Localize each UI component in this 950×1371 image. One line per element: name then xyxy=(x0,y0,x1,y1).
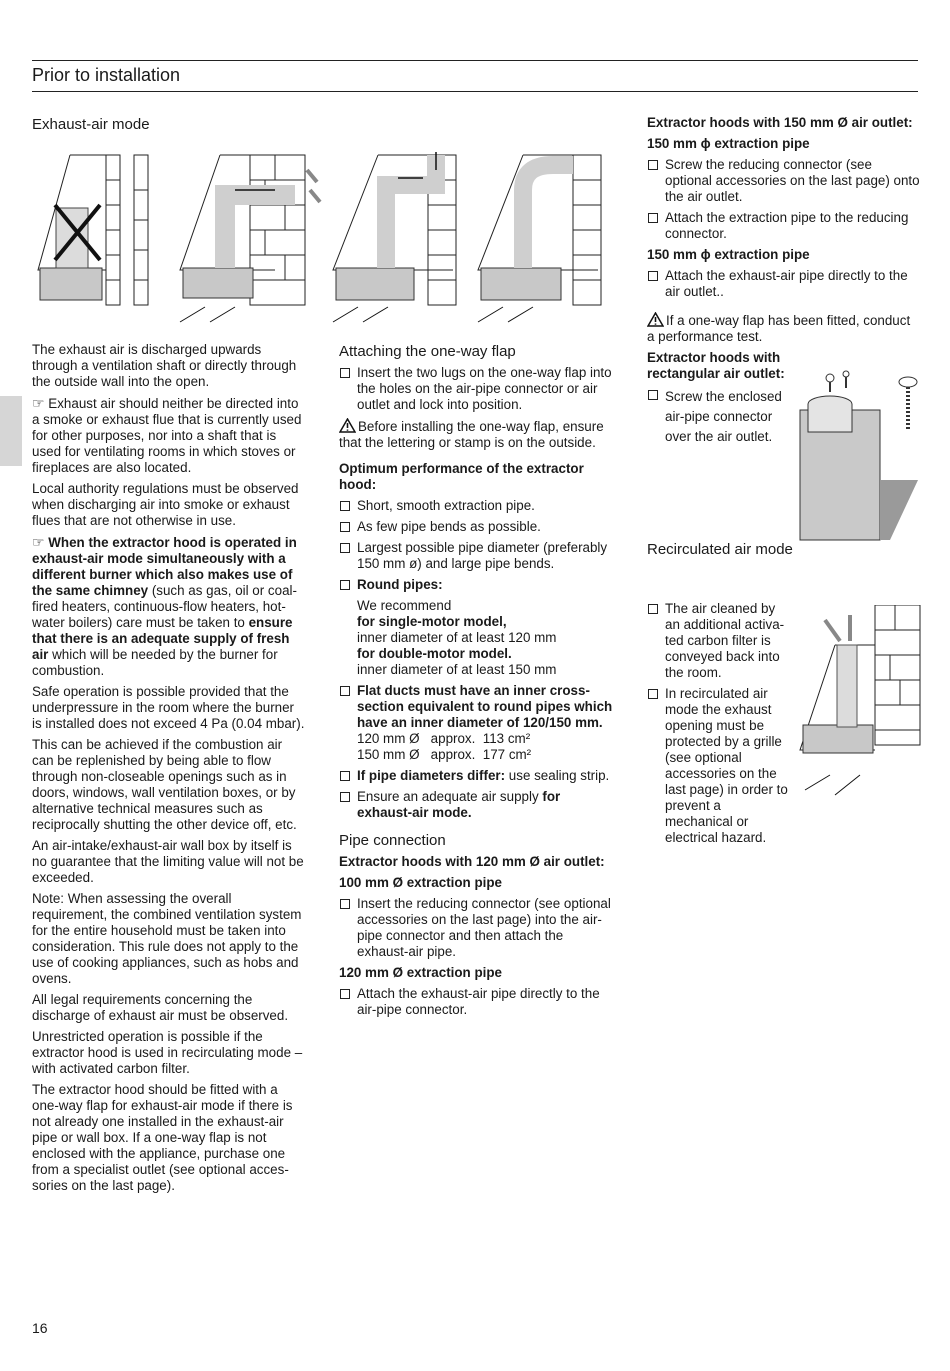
section-title-one-way-flap: Attaching the one-way flap xyxy=(339,343,516,360)
paragraph: ☞ Exhaust air should neither be directed into a smoke or exhaust flue that is currently used for other purposes, nor into a shaft that is used for ventilating rooms in which stoves or fireplaces are also located. xyxy=(32,395,302,475)
list-item: As few pipe bends as possible. xyxy=(339,519,617,535)
paragraph: Note: When assessing the overall requirement, the combined ventilation system for the entire household must be taken into consideration. This rule does not apply to the use of cooking appliances, such as hobs and ovens. xyxy=(32,891,302,986)
hood-illustration-4 xyxy=(473,150,623,330)
list-item: Round pipes: We recommend for single-motor model, inner diameter of at least 120 mm for double-motor model. inner diameter of at least 150 mm xyxy=(339,577,617,678)
list-item: In recirculated air mode the exhaust opening must be protected by a grille (see optional accessories on the last page) in order to prevent a mechanical or electrical hazard. xyxy=(647,686,920,846)
paragraph: ☞ When the extractor hood is operated in exhaust-air mode simultaneously with a different burner which also makes use of the same chimney (such as gas, oil or coal-fired heaters, continuous-flow heaters, hot-water boilers) care must be taken to ensure that there is an adequate supply of fresh air which will be needed by the burner for combustion. xyxy=(32,534,297,678)
list-item: Insert the two lugs on the one-way flap into the holes on the air-pipe connector or air outlet and lock into position. xyxy=(339,365,617,413)
checklist xyxy=(339,896,617,960)
list-item: Attach the exhaust-air pipe directly to the air outlet.. xyxy=(647,268,920,300)
warning-triangle-icon xyxy=(647,312,664,327)
column-left xyxy=(32,342,307,1199)
hood-illustration-2 xyxy=(175,150,325,330)
list-item: Ensure an adequate air supply for exhaust-air mode. xyxy=(339,789,617,821)
subsection-title: 120 mm Ø extraction pipe xyxy=(339,965,502,980)
list-item: Largest possible pipe diameter (preferably 150 mm ø) and large pipe bends. xyxy=(339,540,617,572)
section-title-recirculated-air-mode: Recirculated air mode xyxy=(647,541,793,558)
section-title-exhaust-air-mode: Exhaust-air mode xyxy=(32,116,150,133)
header-rule-bottom xyxy=(32,91,918,92)
list-item: Screw the enclosed air-pipe connector over the air outlet. xyxy=(647,387,782,447)
paragraph: All legal requirements concerning the discharge of exhaust air must be observed. xyxy=(32,992,289,1023)
checklist xyxy=(647,268,920,300)
paragraph: The extractor hood should be fitted with a one-way flap for exhaust-air mode if there is not already one installed in the exhaust-air pipe or wall box. If a one-way flap is not enclosed with the appliance, purchase one from a specialist outlet (see optional accessories on the last page). xyxy=(32,1082,293,1193)
hood-illustration-3 xyxy=(328,150,478,330)
paragraph: An air-intake/exhaust-air wall box by itself is no guarantee that the limiting value will not be exceeded. xyxy=(32,838,304,885)
paragraph: The exhaust air is discharged upwards through a ventilation shaft or directly through the outside wall into the open. xyxy=(32,342,297,389)
paragraph: Unrestricted operation is possible if the extractor hood is used in recirculating mode – with activated carbon filter. xyxy=(32,1029,303,1076)
list-item: Screw the reducing connector (see optional accessories on the last page) onto the air outlet. xyxy=(647,157,920,205)
recirculation-illustration xyxy=(795,605,923,805)
checklist xyxy=(339,365,617,413)
checklist xyxy=(647,157,920,242)
list-item: Attach the exhaust-air pipe directly to the air-pipe connector. xyxy=(339,986,617,1018)
checklist xyxy=(339,986,617,1018)
air-pipe-connector-illustration xyxy=(790,370,925,545)
checklist xyxy=(339,498,617,821)
list-item: Short, smooth extraction pipe. xyxy=(339,498,617,514)
subsection-title: Extractor hoods with 150 mm Ø air outlet: xyxy=(647,115,913,130)
chapter-tab-marker xyxy=(0,396,22,466)
pointing-hand-icon: ☞ xyxy=(32,534,45,550)
paragraph: Local authority regulations must be observed when discharging air into smoke or exhaust flues that are not otherwise in use. xyxy=(32,481,299,528)
checklist xyxy=(647,387,782,447)
page-title: Prior to installation xyxy=(32,65,181,85)
subsection-title: 150 mm ϕ extraction pipe xyxy=(647,247,810,262)
warning-note: Before installing the one-way flap, ensure that the lettering or stamp is on the outside. xyxy=(339,419,604,450)
section-title-pipe-connection: Pipe connection xyxy=(339,832,446,849)
subsection-title: 150 mm ϕ extraction pipe xyxy=(647,136,810,151)
list-item: Insert the reducing connector (see optional accessories on the last page) into the air-pipe connector and then attach the exhaust-air pipe. xyxy=(339,896,617,960)
subsection-title: Extractor hoods with 120 mm Ø air outlet: xyxy=(339,854,605,869)
warning-triangle-icon xyxy=(339,418,356,433)
column-middle xyxy=(339,342,617,1023)
subsection-title: Extractor hoods with rectangular air outlet: xyxy=(647,350,785,381)
page-number: 16 xyxy=(32,1320,48,1336)
hood-illustration-1 xyxy=(30,150,180,330)
header-rule-top xyxy=(32,60,918,61)
paragraph: This can be achieved if the combustion air can be replenished by being able to flow through non-closeable openings such as in doors, windows, wall ventilation boxes, or by alternative technical measures such as reciprocally shutting the other device off, etc. xyxy=(32,737,297,832)
list-item: If pipe diameters differ: use sealing strip. xyxy=(339,768,617,784)
list-item: Flat ducts must have an inner cross-section equivalent to round pipes which have an inner diameter of 120/150 mm. 120 mm Ø approx. 113 cm² 150 mm Ø approx. 177 cm² xyxy=(339,683,617,763)
subsection-title-optimum: Optimum performance of the extractor hood: xyxy=(339,461,584,492)
list-item: The air cleaned by an additional activated carbon filter is conveyed back into the room. xyxy=(647,601,793,681)
pointing-hand-icon: ☞ xyxy=(32,395,45,411)
warning-note: If a one-way flap has been fitted, conduct a performance test. xyxy=(647,313,911,344)
subsection-title: 100 mm Ø extraction pipe xyxy=(339,875,502,890)
list-item: Attach the extraction pipe to the reducing connector. xyxy=(647,210,920,242)
paragraph: Safe operation is possible provided that the underpressure in the room where the burner is installed does not exceed 4 Pa (0.04 mbar). xyxy=(32,684,305,731)
